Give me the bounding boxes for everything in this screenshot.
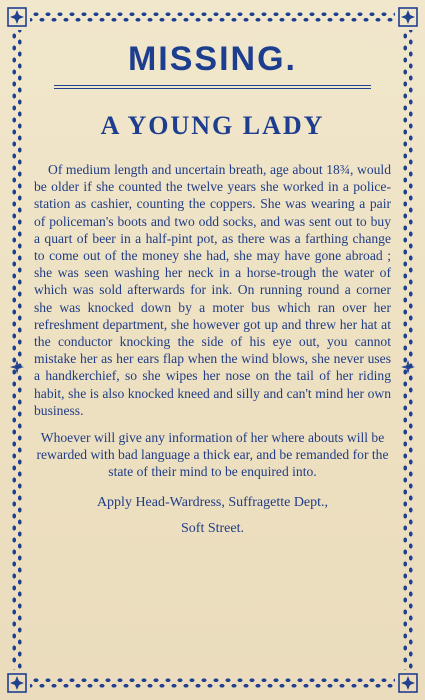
floral-side-icon (401, 360, 415, 374)
description-paragraph: Of medium length and uncertain breath, age about 18¾, would be older if she counted the twelve years she worked in a police-station as cashier, counting the coppers. She was wearing a pair of policeman's boots and two odd socks, and was sent out to buy a quart of beer in a half-pint pot, as there was a farthing change to come out of the money she had, she may have gone abroad ; she was seen washing her neck in a horse-trough the water of which was sold afterwards for ink. On running round a corner she was knocked down by a moter bus which ran over her refreshment department, she however got up and threw her hat at the conductor knocking the side of his eye out, you cannot mistake her as her ears flap when the wind blows, she never uses a handkerchief, so she wipes her nose on the tail of her riding habit, she is also knocked kneed and silly and can't mind her own business. (34, 162, 391, 418)
top-border (30, 10, 395, 24)
subheading: A YOUNG LADY (100, 111, 325, 140)
headline: MISSING. (127, 40, 298, 78)
notice-content (34, 32, 391, 666)
address-line: Soft Street. (181, 520, 244, 536)
right-border (401, 30, 415, 670)
apply-line: Apply Head-Wardress, Suffragette Dept., (96, 494, 329, 510)
floral-corner-icon (398, 7, 418, 27)
floral-corner-icon (398, 673, 418, 693)
reward-paragraph: Whoever will give any information of her where abouts will be rewarded with bad language a thick ear, and be remanded for the state of their mind to be enquired into. (36, 430, 389, 480)
double-rule (54, 85, 371, 89)
left-border (10, 30, 24, 670)
floral-corner-icon (7, 673, 27, 693)
floral-side-icon (10, 360, 24, 374)
floral-corner-icon (7, 7, 27, 27)
bottom-border (30, 676, 395, 690)
